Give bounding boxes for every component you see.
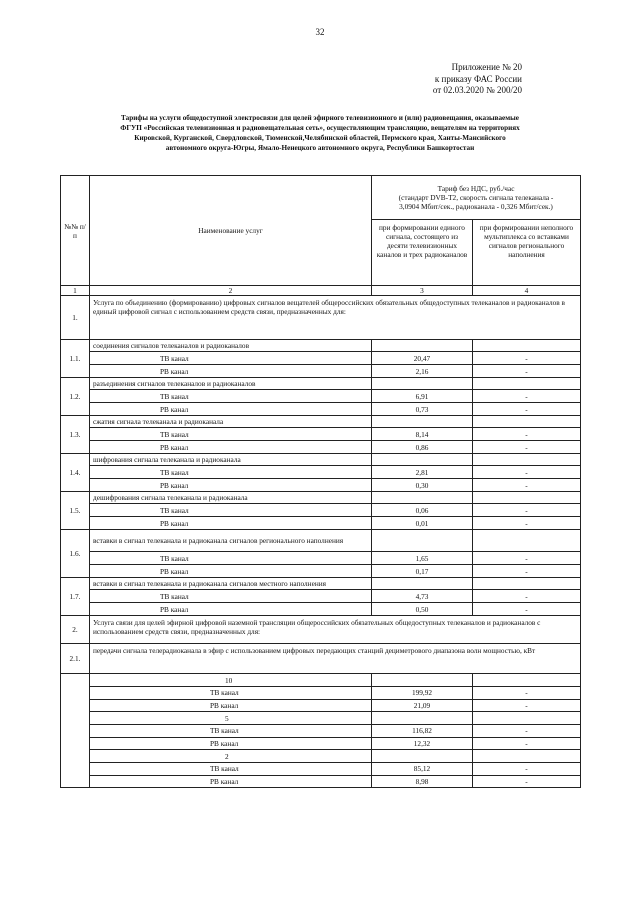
- empty-cell: [61, 674, 90, 788]
- table-row: [61, 578, 581, 590]
- tariff-value: -: [473, 603, 581, 616]
- channel-label: ТВ канал: [90, 504, 372, 517]
- appendix-line: от 02.03.2020 № 200/20: [432, 85, 522, 95]
- tariff-value: 0,30: [372, 479, 473, 492]
- power-value: 2: [90, 750, 372, 763]
- table-row: [61, 687, 581, 700]
- header-tariff: [372, 176, 581, 220]
- channel-label: ТВ канал: [90, 466, 372, 479]
- table-row: [61, 365, 581, 378]
- tariff-value: -: [473, 403, 581, 416]
- channel-label: РВ канал: [90, 479, 372, 492]
- header-col3: при формировании единого сигнала, состоящего из десяти телевизионных каналов и трех радиоканалов: [372, 220, 473, 286]
- table-row: [61, 416, 581, 428]
- page-number: 32: [315, 27, 325, 37]
- empty-cell: [473, 674, 581, 687]
- col-number: 4: [473, 286, 581, 296]
- channel-label: ТВ канал: [90, 763, 372, 776]
- empty-cell: [473, 454, 581, 466]
- header-num: №№ п/п: [61, 176, 90, 286]
- appendix-line: к приказу ФАС России: [434, 73, 522, 84]
- table-row: [61, 552, 581, 565]
- table-row: [61, 340, 581, 352]
- tariff-value: 0,06: [372, 504, 473, 517]
- tariff-value: -: [473, 428, 581, 441]
- subsection-name: дешифрования сигнала телеканала и радиоканала: [90, 492, 372, 504]
- title-line: автономного округа-Югры, Ямало-Ненецкого автономного округа, Республики Башкортостан: [165, 144, 475, 152]
- section-text: Услуга по объединению (формированию) цифровых сигналов вещателей общероссийских обязательных общедоступных телеканалов и радиоканалов в единый цифровой сигнал с использованием средств связи, предназначенных для:: [90, 296, 581, 340]
- empty-cell: [473, 712, 581, 725]
- empty-cell: [372, 530, 473, 552]
- subsection-name: соединения сигналов телеканалов и радиоканалов: [90, 340, 372, 352]
- col-number: 1: [61, 286, 90, 296]
- table-row: [61, 428, 581, 441]
- subsection-num: 1.1.: [61, 340, 90, 378]
- tariff-value: 8,14: [372, 428, 473, 441]
- subsection-num: 1.2.: [61, 378, 90, 416]
- header-col4: при формировании неполного мультиплекса со вставками сигналов регионального наполнения: [473, 220, 581, 286]
- tariff-value: -: [473, 687, 581, 700]
- table-row: [61, 590, 581, 603]
- header-tariff-line: (стандарт DVB-T2, скорость сигнала телеканала -: [398, 193, 554, 202]
- subsection-num: 1.4.: [61, 454, 90, 492]
- header-tariff-line: Тариф без НДС, руб./час: [437, 184, 515, 193]
- table-row: [61, 737, 581, 750]
- channel-label: РВ канал: [90, 737, 372, 750]
- table-row: [61, 699, 581, 712]
- power-value: 10: [90, 674, 372, 687]
- table-row: [61, 530, 581, 552]
- table-row: [61, 763, 581, 776]
- subsection-num: 2.1.: [61, 644, 90, 674]
- tariff-value: -: [473, 441, 581, 454]
- table-row: [61, 565, 581, 578]
- section-text: Услуга связи для целей эфирной цифровой наземной трансляции общероссийских обязательных общедоступных телеканалов и радиоканалов с использованием средств связи, предназначенных для:: [90, 616, 581, 644]
- tariff-value: 4,73: [372, 590, 473, 603]
- subsection-name: вставки в сигнал телеканала и радиоканала сигналов местного наполнения: [90, 578, 372, 590]
- document-title: [60, 113, 580, 153]
- channel-label: РВ канал: [90, 403, 372, 416]
- tariff-value: 12,32: [372, 737, 473, 750]
- tariff-value: -: [473, 479, 581, 492]
- tariff-value: -: [473, 390, 581, 403]
- tariff-value: 2,16: [372, 365, 473, 378]
- empty-cell: [372, 578, 473, 590]
- subsection-num: 1.5.: [61, 492, 90, 530]
- empty-cell: [473, 340, 581, 352]
- power-value: 5: [90, 712, 372, 725]
- tariff-value: -: [473, 763, 581, 776]
- subsection-name: передачи сигнала телерадиоканала в эфир с использованием цифровых передающих станций дециметрового диапазона волн мощностью, кВт: [90, 644, 581, 674]
- channel-label: ТВ канал: [90, 428, 372, 441]
- table-row: [61, 492, 581, 504]
- title-line: ФГУП «Российская телевизионная и радиовещательная сеть», осуществляющим трансляцию, вещателям на территориях: [120, 124, 520, 132]
- channel-label: РВ канал: [90, 775, 372, 788]
- table-row: [61, 454, 581, 466]
- empty-cell: [372, 340, 473, 352]
- tariff-value: 20,47: [372, 352, 473, 365]
- tariff-value: -: [473, 775, 581, 788]
- channel-label: ТВ канал: [90, 552, 372, 565]
- tariff-value: -: [473, 466, 581, 479]
- channel-label: ТВ канал: [90, 352, 372, 365]
- tariff-value: 8,98: [372, 775, 473, 788]
- empty-cell: [372, 416, 473, 428]
- tariff-value: -: [473, 365, 581, 378]
- table-row: [61, 466, 581, 479]
- tariff-value: 21,09: [372, 699, 473, 712]
- empty-cell: [473, 492, 581, 504]
- channel-label: РВ канал: [90, 565, 372, 578]
- empty-cell: [372, 750, 473, 763]
- tariff-value: -: [473, 737, 581, 750]
- title-line: Тарифы на услуги общедоступной электросвязи для целей эфирного телевизионного и (или) радиовещания, оказываемые: [121, 114, 519, 122]
- appendix-line: Приложение № 20: [451, 62, 522, 72]
- section-num: 2.: [61, 616, 90, 644]
- subsection-name: сжатия сигнала телеканала и радиоканала: [90, 416, 372, 428]
- subsection-num: 1.7.: [61, 578, 90, 616]
- channel-label: РВ канал: [90, 603, 372, 616]
- table-row: [61, 644, 581, 674]
- empty-cell: [372, 378, 473, 390]
- title-line: Кировской, Курганской, Свердловской, Тюменской,Челябинской областей, Пермского края, Ханты-Мансийского: [134, 134, 506, 142]
- empty-cell: [473, 530, 581, 552]
- tariff-value: 0,73: [372, 403, 473, 416]
- table-row: [61, 504, 581, 517]
- tariff-value: -: [473, 699, 581, 712]
- table-row: [61, 441, 581, 454]
- subsection-num: 1.3.: [61, 416, 90, 454]
- table-row: [61, 517, 581, 530]
- header-service: Наименование услуг: [90, 176, 372, 286]
- subsection-name: разъединения сигналов телеканалов и радиоканалов: [90, 378, 372, 390]
- tariff-value: 0,86: [372, 441, 473, 454]
- tariff-value: 1,65: [372, 552, 473, 565]
- table-row: [61, 775, 581, 788]
- channel-label: РВ канал: [90, 365, 372, 378]
- tariff-value: 2,81: [372, 466, 473, 479]
- channel-label: ТВ канал: [90, 687, 372, 700]
- col-number: 3: [372, 286, 473, 296]
- channel-label: РВ канал: [90, 517, 372, 530]
- tariff-table: [60, 175, 581, 788]
- empty-cell: [372, 492, 473, 504]
- empty-cell: [372, 712, 473, 725]
- channel-label: ТВ канал: [90, 390, 372, 403]
- tariff-value: -: [473, 725, 581, 738]
- table-row: [61, 674, 581, 687]
- table-row: [61, 352, 581, 365]
- table-row: [61, 378, 581, 390]
- subsection-name: вставки в сигнал телеканала и радиоканала сигналов регионального наполнения: [90, 530, 372, 552]
- tariff-value: 6,91: [372, 390, 473, 403]
- tariff-value: 0,50: [372, 603, 473, 616]
- table-row: [61, 616, 581, 644]
- tariff-value: 199,92: [372, 687, 473, 700]
- subsection-num: 1.6.: [61, 530, 90, 578]
- channel-label: РВ канал: [90, 699, 372, 712]
- table-row: [61, 712, 581, 725]
- tariff-value: -: [473, 565, 581, 578]
- tariff-value: -: [473, 590, 581, 603]
- channel-label: РВ канал: [90, 441, 372, 454]
- empty-cell: [372, 454, 473, 466]
- empty-cell: [473, 750, 581, 763]
- table-row: [61, 390, 581, 403]
- empty-cell: [473, 378, 581, 390]
- tariff-value: 0,01: [372, 517, 473, 530]
- tariff-value: -: [473, 517, 581, 530]
- empty-cell: [372, 674, 473, 687]
- subsection-name: шифрования сигнала телеканала и радиоканала: [90, 454, 372, 466]
- table-row: [61, 603, 581, 616]
- header-tariff-line: 3,0904 Мбит/сек., радиоканала - 0,326 Мбит/сек.): [399, 202, 553, 211]
- col-number: 2: [90, 286, 372, 296]
- tariff-value: -: [473, 504, 581, 517]
- channel-label: ТВ канал: [90, 725, 372, 738]
- table-row: [61, 403, 581, 416]
- appendix-block: [433, 62, 522, 97]
- tariff-value: -: [473, 552, 581, 565]
- tariff-value: 116,82: [372, 725, 473, 738]
- table-row: [61, 750, 581, 763]
- section-num: 1.: [61, 296, 90, 340]
- table-row: [61, 725, 581, 738]
- table-row: [61, 479, 581, 492]
- empty-cell: [473, 578, 581, 590]
- tariff-value: 85,12: [372, 763, 473, 776]
- empty-cell: [473, 416, 581, 428]
- channel-label: ТВ канал: [90, 590, 372, 603]
- tariff-value: -: [473, 352, 581, 365]
- tariff-value: 0,17: [372, 565, 473, 578]
